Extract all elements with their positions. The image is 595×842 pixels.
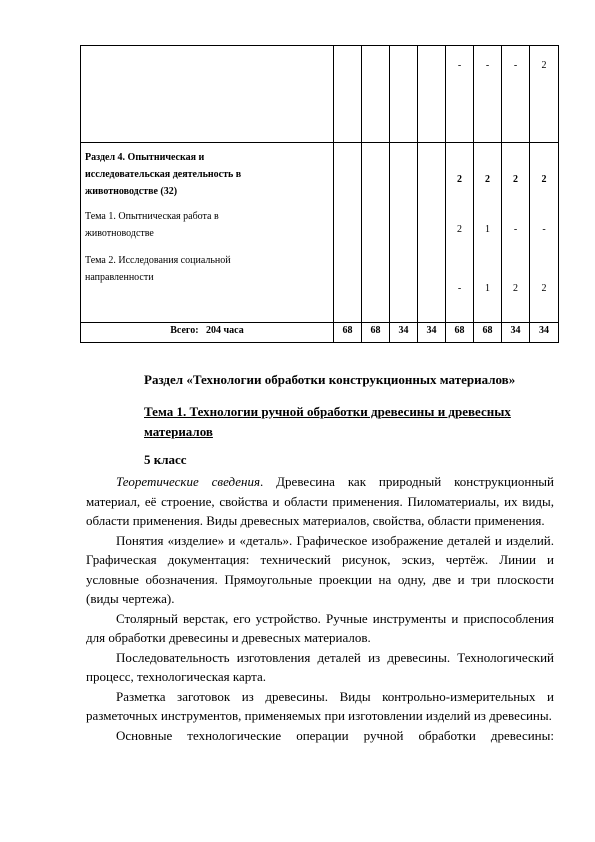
table-cell xyxy=(474,143,502,323)
cell-value: 2 xyxy=(541,283,547,294)
table-cell xyxy=(446,143,474,323)
term-label: Теоретические сведения xyxy=(116,474,261,489)
table-cell xyxy=(502,323,530,343)
cell-value: 2 xyxy=(457,174,462,185)
table-cell xyxy=(418,46,446,143)
table-cell xyxy=(81,323,334,343)
paragraph: Основные технологические операции ручной обработки древесины: xyxy=(116,727,554,743)
paragraph: Разметка заготовок из древесины. Виды контрольно-измерительных и разметочных инструментов, применяемых при изготовлении изделий из древесины. xyxy=(86,688,554,723)
table-cell xyxy=(502,143,530,323)
grade-heading: 5 класс xyxy=(144,452,187,467)
hours-table xyxy=(80,45,559,343)
cell-value: 2 xyxy=(541,174,547,185)
cell-value: - xyxy=(485,60,490,71)
total-value: 34 xyxy=(539,325,549,336)
table-cell xyxy=(446,323,474,343)
cell-value: 2 xyxy=(457,224,462,235)
table-cell xyxy=(418,323,446,343)
cell-value: - xyxy=(513,60,518,71)
cell-value: - xyxy=(542,224,546,235)
cell-value: 2 xyxy=(513,283,518,294)
table-cell xyxy=(334,46,362,143)
table-cell xyxy=(418,143,446,323)
table-cell xyxy=(81,143,334,323)
table-cell xyxy=(474,46,502,143)
table-cell xyxy=(362,46,390,143)
cell-value: - xyxy=(513,224,518,235)
total-value: 68 xyxy=(454,325,465,336)
total-value: 68 xyxy=(370,325,381,336)
table-cell xyxy=(474,323,502,343)
total-value: 68 xyxy=(482,325,493,336)
cell-value: - xyxy=(457,60,462,71)
section-4-heading: Раздел 4. Опытническая и исследовательская деятельность в животноводстве (32) xyxy=(85,152,242,197)
topic-1-label: Тема 1. Опытническая работа в животноводстве xyxy=(85,211,219,239)
paragraph: Понятия «изделие» и «деталь». Графическое изображение деталей и изделий. Графическая документация: технический рисунок, эскиз, чертёж. Линии и условные обозначения. Прямоугольные проекции на одну, две и три плоскости (виды чертежа). xyxy=(86,532,554,606)
paragraph: Столярный верстак, его устройство. Ручные инструменты и приспособления для обработки древесины и древесных материалов. xyxy=(86,610,554,645)
cell-value: 1 xyxy=(485,224,490,235)
cell-value: 2 xyxy=(541,60,547,71)
table-row xyxy=(81,143,559,323)
table-cell xyxy=(334,143,362,323)
total-value: 34 xyxy=(398,325,409,336)
table-row xyxy=(81,323,559,343)
total-value: 34 xyxy=(426,325,437,336)
cell-value: 2 xyxy=(485,174,490,185)
theme-heading: Тема 1. Технологии ручной обработки древесины и древесных материалов xyxy=(144,404,511,439)
topic-2-label: Тема 2. Исследования социальной направленности xyxy=(85,255,231,283)
paragraph: Последовательность изготовления деталей из древесины. Технологический процесс, технологическая карта. xyxy=(86,649,554,684)
cell-value: - xyxy=(457,283,462,294)
table-cell xyxy=(530,143,559,323)
table-cell xyxy=(334,323,362,343)
total-value: 68 xyxy=(342,325,353,336)
table-cell xyxy=(502,46,530,143)
table-cell xyxy=(390,46,418,143)
table-cell xyxy=(390,323,418,343)
total-label: Всего: 204 часа xyxy=(170,325,244,336)
table-cell xyxy=(530,323,559,343)
body-text xyxy=(86,472,554,745)
cell-value: 2 xyxy=(513,174,518,185)
table-cell xyxy=(362,143,390,323)
table-cell xyxy=(362,323,390,343)
paragraph: Теоретические сведения. Древесина как природный конструкционный материал, её строение, свойства и области применения. Пиломатериалы, их виды, области применения. Виды древесных материалов, свойства, области применения. xyxy=(86,474,554,528)
cell-value: 1 xyxy=(485,283,490,294)
table-cell xyxy=(81,46,334,143)
table-row xyxy=(81,46,559,143)
total-value: 34 xyxy=(510,325,521,336)
table-cell xyxy=(530,46,559,143)
table-cell xyxy=(446,46,474,143)
table-cell xyxy=(390,143,418,323)
section-heading: Раздел «Технологии обработки конструкционных материалов» xyxy=(144,372,516,387)
